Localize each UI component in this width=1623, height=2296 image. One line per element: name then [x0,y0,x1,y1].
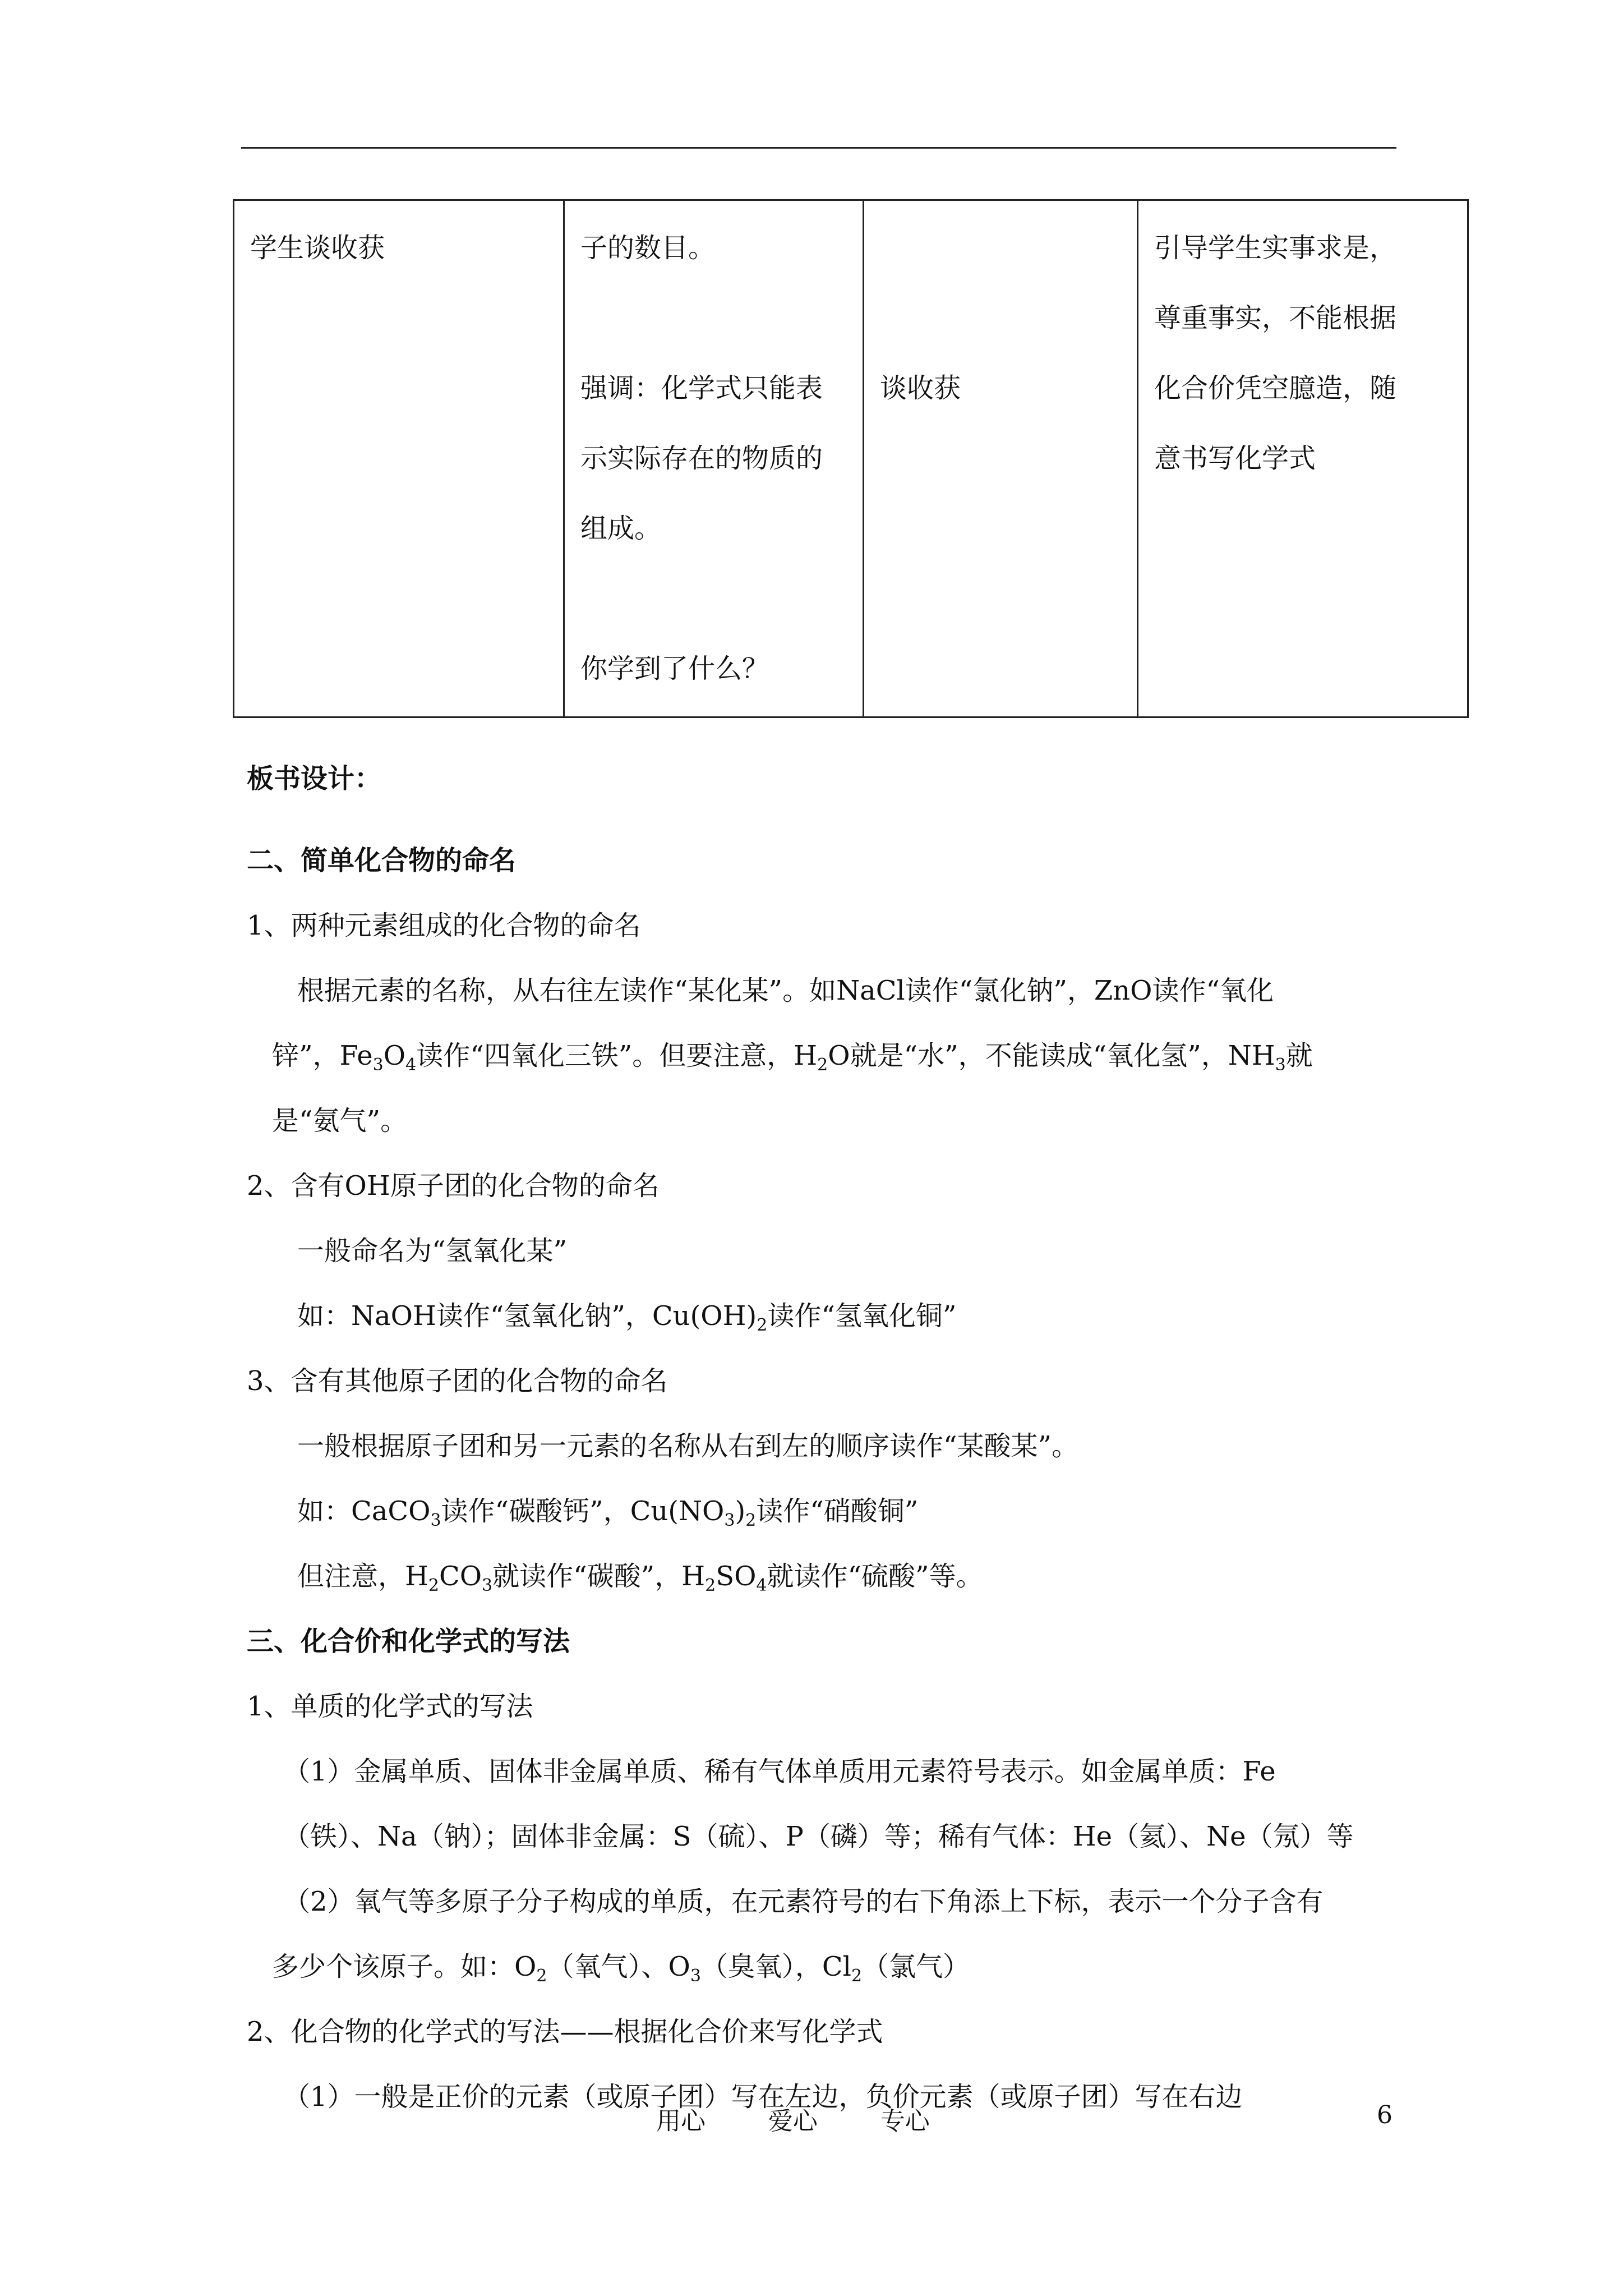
table-row [234,200,1468,717]
table-cell-activity: 学生谈收获 [234,200,564,717]
paragraph-line: 但注意，$H_2CO_3$就读作“碳酸”，$H_2SO_4$就读作“硫酸”等。 [297,1561,983,1595]
subsection-title: 1、两种元素组成的化合物的命名 [247,910,641,941]
paragraph-line: 锌”，$Fe_3O_4$读作“四氧化三铁”。但要注意，$H_2O$就是“水”，不能读成“氧化氢”，$NH_3$就 [272,1040,1313,1075]
paragraph-line: （1）金属单质、固体非金属单质、稀有气体单质用元素符号表示。如金属单质：Fe [283,1756,1276,1787]
subsection-title: 2、含有OH原子团的化合物的命名 [247,1170,660,1202]
paragraph-line: 多少个该原子。如：$O_2$（氧气）、$O_3$（臭氧），$Cl_2$（氯气） [272,1951,970,1986]
table-cell-teacher: 子的数目。 强调：化学式只能表 示实际存在的物质的 组成。 你学到了什么？ [564,200,864,717]
header-rule [241,147,1396,149]
blackboard-title: 板书设计： [247,763,382,794]
subsection-title: 2、化合物的化学式的写法——根据化合价来写化学式 [247,2016,883,2047]
section-heading: 三、化合价和化学式的写法 [247,1626,570,1657]
paragraph-line: （铁）、Na（钠）；固体非金属：S（硫）、P（磷）等；稀有气体：He（氦）、Ne（氖）等 [283,1821,1354,1852]
subsection-title: 3、含有其他原子团的化合物的命名 [247,1365,668,1397]
paragraph-line: 如：CaCO$_3$读作“碳酸钙”，$Cu(NO_3)_2$读作“硝酸铜” [297,1496,919,1530]
paragraph-line: 是“氨气”。 [272,1105,408,1137]
blackboard-content [247,746,1402,2129]
paragraph-line: （1）一般是正价的元素（或原子团）写在左边，负价元素（或原子团）写在右边 [283,2081,1243,2113]
paragraph-line: 根据元素的名称，从右往左读作“某化某”。如NaCl读作“氯化钠”，ZnO读作“氧化 [297,975,1274,1006]
paragraph-line: 一般根据原子团和另一元素的名称从右到左的顺序读作“某酸某”。 [297,1430,1079,1462]
subsection-title: 1、单质的化学式的写法 [247,1691,533,1722]
page-number: 6 [1377,2101,1393,2129]
paragraph-line: （2）氧气等多原子分子构成的单质，在元素符号的右下角添上下标，表示一个分子含有 [283,1886,1324,1917]
paragraph-line: 一般命名为“氢氧化某” [297,1235,568,1267]
table-cell-student: 谈收获 [864,200,1138,717]
section-heading: 二、简单化合物的命名 [247,845,517,876]
footer-motto: 用心 爱心 专心 [656,2107,930,2136]
paragraph-line: 如：NaOH读作“氢氧化钠”，$Cu(OH)_2$读作“氢氧化铜” [297,1300,957,1335]
lesson-table [233,199,1469,718]
table-cell-intent: 引导学生实事求是， 尊重事实，不能根据 化合价凭空臆造，随 意书写化学式 [1138,200,1468,717]
